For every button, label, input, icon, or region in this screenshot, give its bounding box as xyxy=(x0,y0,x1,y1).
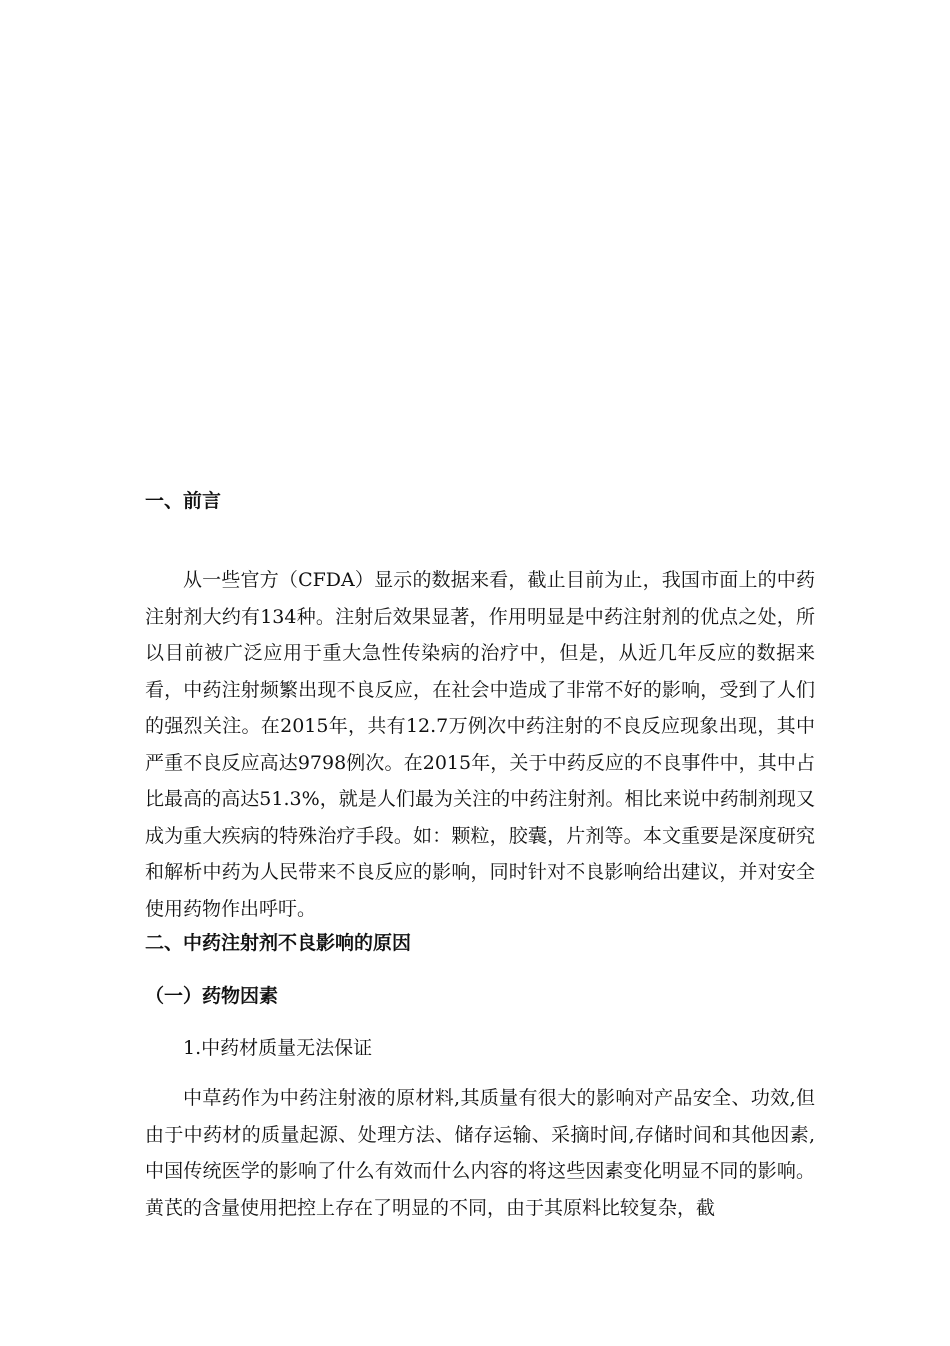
preface-paragraph: 从一些官方（CFDA）显示的数据来看，截止目前为止，我国市面上的中药注射剂大约有134种。注射后效果显著，作用明显是中药注射剂的优点之处，所以目前被广泛应用于重大急性传染病的治疗中，但是，从近几年反应的数据来看，中药注射频繁出现不良反应，在社会中造成了非常不好的影响，受到了人们的强烈关注。在2015年，共有12.7万例次中药注射的不良反应现象出现，其中严重不良反应高达9798例次。在2015年，关于中药反应的不良事件中，其中占比最高的高达51.3%，就是人们最为关注的中药注射剂。相比来说中药制剂现又成为重大疾病的特殊治疗手段。如：颗粒，胶囊，片剂等。本文重要是深度研究和解析中药为人民带来不良反应的影响，同时针对不良影响给出建议，并对安全使用药物作出呼吁。 xyxy=(145,569,815,920)
section-heading-preface: 一、前言 xyxy=(145,490,222,512)
herb-quality-paragraph: 中草药作为中药注射液的原材料,其质量有很大的影响对产品安全、功效,但由于中药材的质量起源、处理方法、储存运输、采摘时间,存储时间和其他因素,中国传统医学的影响了什么有效而什么内容的将这些因素变化明显不同的影响。黄芪的含量使用把控上存在了明显的不同，由于其原料比较复杂，截 xyxy=(145,1087,815,1219)
subsection-heading-drug-factors: （一）药物因素 xyxy=(145,985,279,1007)
item-heading-herb-quality: 1.中药材质量无法保证 xyxy=(183,1037,373,1059)
section-heading-causes: 二、中药注射剂不良影响的原因 xyxy=(145,932,412,954)
